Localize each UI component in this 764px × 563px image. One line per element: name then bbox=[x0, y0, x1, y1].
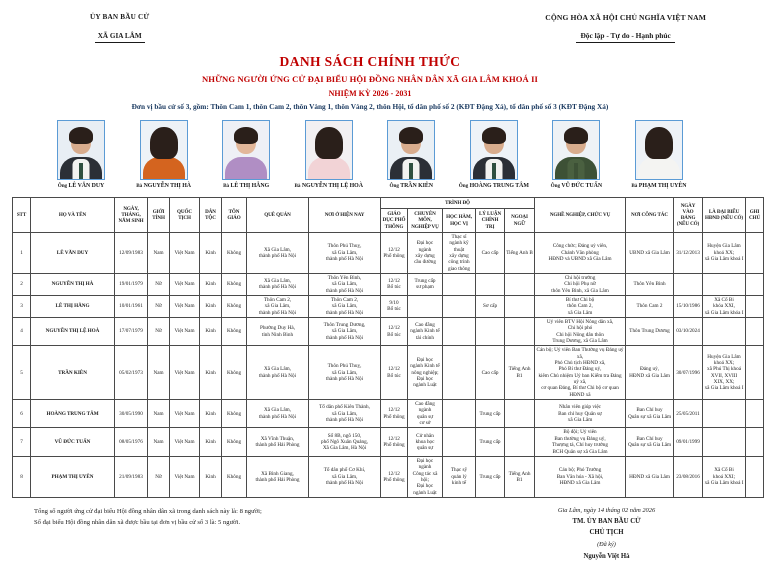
cell-edu-language bbox=[505, 428, 535, 456]
candidate-name-text: LÊ VĂN DUY bbox=[67, 183, 105, 190]
cell-hometown: Xã Vĩnh Thuận, thành phố Hải Phòng bbox=[247, 428, 309, 456]
cell-religion: Không bbox=[222, 428, 247, 456]
candidate-portrait bbox=[635, 120, 683, 180]
cell-sex: Nam bbox=[148, 428, 170, 456]
candidate-photo-cell bbox=[290, 120, 368, 189]
cell-residence: Thôn Phú Thuỵ, xã Gia Lâm, thành phố Hà Nội bbox=[309, 232, 381, 273]
electoral-unit-label: Đơn vị bầu cử số 3, gồm: Thôn Cam 1, thôn Cam 2, thôn Vàng 1, thôn Vàng 2, thôn Hội, tổ dân phố số 2 (KĐT Đặng Xá), tổ dân phố số 3 (KĐT Đặng Xá) bbox=[131, 102, 609, 112]
cell-dob: 21/09/1983 bbox=[115, 456, 148, 497]
page-title: DANH SÁCH CHÍNH THỨC bbox=[279, 53, 461, 69]
cell-religion: Không bbox=[222, 273, 247, 295]
cell-edu-politics: Trung cấp bbox=[476, 456, 505, 497]
candidate-photo-name bbox=[372, 183, 450, 189]
cell-occupation: Cán bộ; Phó Trưởng Ban Văn hóa - Xã hội, HĐND xã Gia Lâm bbox=[535, 456, 626, 497]
cell-ethnicity: Kinh bbox=[200, 273, 222, 295]
candidate-photo-cell bbox=[372, 120, 450, 189]
cell-religion: Không bbox=[222, 400, 247, 428]
cell-edu-prof: Đại học ngành xây dựng cầu đường bbox=[408, 232, 443, 273]
cell-notes bbox=[746, 428, 764, 456]
th-residence: NƠI Ở HIỆN NAY bbox=[309, 198, 381, 233]
cell-edu-politics: Sơ cấp bbox=[476, 295, 505, 317]
cell-is-deputy: Huyện Gia Lâm khoá XX; xã Gia Lâm khoá I bbox=[703, 232, 746, 273]
table-row bbox=[13, 232, 764, 273]
cell-edu-prof: Cử nhân khoa học quân sự bbox=[408, 428, 443, 456]
candidate-name-text: NGUYỄN THỊ HÀ bbox=[142, 183, 191, 190]
candidate-name-text: NGUYỄN THỊ LỆ HOÀ bbox=[300, 183, 363, 190]
cell-edu-politics bbox=[476, 273, 505, 295]
cell-hometown: Thôn Cam 2, xã Gia Lâm, thành phố Hà Nội bbox=[247, 295, 309, 317]
cell-edu-prof: Cao đẳng ngành quân sự cơ sở bbox=[408, 400, 443, 428]
candidate-photo-cell bbox=[537, 120, 615, 189]
cell-is-deputy bbox=[703, 317, 746, 345]
th-dob: NGÀY, THÁNG, NĂM SINH bbox=[115, 198, 148, 233]
th-edu-degree: HỌC HÀM, HỌC VỊ bbox=[443, 209, 476, 233]
cell-edu-general: 9/10 Bổ túc bbox=[381, 295, 408, 317]
cell-edu-politics: Trung cấp bbox=[476, 400, 505, 428]
candidate-photo-cell bbox=[42, 120, 120, 189]
cell-edu-politics bbox=[476, 317, 505, 345]
cell-sex: Nữ bbox=[148, 456, 170, 497]
cell-stt: 6 bbox=[13, 400, 31, 428]
cell-religion: Không bbox=[222, 317, 247, 345]
cell-party-date: 15/10/1986 bbox=[674, 295, 703, 317]
table-row bbox=[13, 428, 764, 456]
th-hometown: QUÊ QUÁN bbox=[247, 198, 309, 233]
cell-edu-degree bbox=[443, 346, 476, 400]
cell-edu-degree bbox=[443, 400, 476, 428]
cell-sex: Nữ bbox=[148, 273, 170, 295]
th-edu-prof: CHUYÊN MÔN, NGHIỆP VỤ bbox=[408, 209, 443, 233]
candidate-title-prefix: Ông bbox=[57, 183, 68, 190]
cell-edu-prof bbox=[408, 295, 443, 317]
candidate-portrait bbox=[387, 120, 435, 180]
cell-name: NGUYỄN THỊ LỆ HOÀ bbox=[31, 317, 115, 345]
place-date: Gia Lâm, ngày 14 tháng 02 năm 2026 bbox=[557, 506, 656, 514]
cell-occupation: Uỷ viên BTV Hội Nông dân xã, Chi hội phó Chi hội Nông dân thôn Trung Dương, xã Gia Lâm bbox=[535, 317, 626, 345]
cell-is-deputy bbox=[703, 400, 746, 428]
cell-party-date: 09/01/1999 bbox=[674, 428, 703, 456]
candidate-table bbox=[12, 197, 764, 498]
cell-name: PHẠM THỊ UYÊN bbox=[31, 456, 115, 497]
cell-dob: 17/07/1979 bbox=[115, 317, 148, 345]
candidate-portrait bbox=[470, 120, 518, 180]
th-level-group: TRÌNH ĐỘ bbox=[381, 198, 535, 209]
cell-dob: 12/09/1983 bbox=[115, 232, 148, 273]
cell-party-date: 31/12/2013 bbox=[674, 232, 703, 273]
cell-workplace: Ban Chỉ huy Quân sự xã Gia Lâm bbox=[626, 428, 674, 456]
cell-residence: Thôn Phú Thuỵ, xã Gia Lâm, thành phố Hà Nội bbox=[309, 346, 381, 400]
cell-religion: Không bbox=[222, 232, 247, 273]
cell-ethnicity: Kinh bbox=[200, 317, 222, 345]
cell-edu-general: 12/12 Phổ thông bbox=[381, 400, 408, 428]
cell-edu-language: Tiếng Anh B1 bbox=[505, 346, 535, 400]
cell-edu-general: 12/12 Bổ túc bbox=[381, 317, 408, 345]
cell-ethnicity: Kinh bbox=[200, 456, 222, 497]
cell-notes bbox=[746, 273, 764, 295]
cell-hometown: Xã Gia Lâm, thành phố Hà Nội bbox=[247, 400, 309, 428]
cell-nationality: Việt Nam bbox=[170, 295, 200, 317]
cell-occupation: Bộ đội; Uỷ viên Ban thường vụ Đảng uỷ, Thượng tá, Chỉ huy trưởng BCH Quân sự xã Gia Lâm bbox=[535, 428, 626, 456]
cell-notes bbox=[746, 456, 764, 497]
summary-block bbox=[34, 506, 262, 529]
th-workplace: NƠI CÔNG TÁC bbox=[626, 198, 674, 233]
cell-workplace: UBND xã Gia Lâm bbox=[626, 232, 674, 273]
cell-name: HOÀNG TRUNG TÂM bbox=[31, 400, 115, 428]
candidate-name-text: HOÀNG TRUNG TÂM bbox=[468, 183, 529, 190]
candidate-title-prefix: Bà bbox=[294, 183, 301, 190]
cell-hometown: Xã Bình Giang, thành phố Hải Phòng bbox=[247, 456, 309, 497]
cell-stt: 1 bbox=[13, 232, 31, 273]
cell-is-deputy: Xã Cổ Bi khoá XXI; xã Gia Lâm khoá I bbox=[703, 456, 746, 497]
th-notes: GHI CHÚ bbox=[746, 198, 764, 233]
cell-edu-language bbox=[505, 317, 535, 345]
table-row bbox=[13, 400, 764, 428]
cell-stt: 8 bbox=[13, 456, 31, 497]
cell-sex: Nữ bbox=[148, 317, 170, 345]
candidate-title-prefix: Bà bbox=[223, 183, 230, 190]
cell-occupation: Chi hội trưởng Chi hội Phụ nữ thôn Yên Bình, xã Gia Lâm bbox=[535, 273, 626, 295]
cell-stt: 5 bbox=[13, 346, 31, 400]
cell-stt: 7 bbox=[13, 428, 31, 456]
cell-occupation: Cán bộ; Uỷ viên Ban Thường vụ Đảng uỷ xã, Phó Chủ tịch HĐND xã, Phó Bí thư Đảng uỷ, kiêm Chủ nhiệm Uỷ ban Kiểm tra Đảng uỷ xã, cơ quan Đảng, Bí thư Chi bộ cơ quan HĐND xã bbox=[536, 347, 624, 398]
candidate-photo-name bbox=[290, 183, 368, 189]
cell-notes bbox=[746, 400, 764, 428]
candidate-title-prefix: Ông bbox=[458, 183, 469, 190]
cell-edu-general: 12/12 Bổ túc bbox=[381, 273, 408, 295]
candidate-title-prefix: Bà bbox=[136, 183, 143, 190]
cell-edu-language bbox=[505, 295, 535, 317]
cell-edu-language bbox=[505, 273, 535, 295]
cell-edu-prof: Đại học ngành Công tác xã hội; Đại học ngành Luật bbox=[408, 456, 443, 497]
document-footer bbox=[34, 506, 714, 563]
cell-workplace: HĐND xã Gia Lâm bbox=[626, 456, 674, 497]
th-religion: TÔN GIÁO bbox=[222, 198, 247, 233]
cell-residence: Thôn Yên Bình, xã Gia Lâm, thành phố Hà Nội bbox=[309, 273, 381, 295]
candidate-name-text: TRẦN KIÊN bbox=[398, 183, 433, 190]
cell-edu-politics: Cao cấp bbox=[476, 232, 505, 273]
cell-edu-language: Tiếng Anh B1 bbox=[505, 456, 535, 497]
cell-is-deputy: Huyện Gia Lâm khoá XX; xã Phú Thị khoá XVII, XVIII XIX, XX; xã Gia Lâm khoá I bbox=[703, 346, 746, 400]
cell-sex: Nam bbox=[148, 400, 170, 428]
cell-residence: Thôn Cam 2, xã Gia Lâm, thành phố Hà Nội bbox=[309, 295, 381, 317]
cell-occupation: Công chức; Đảng uỷ viên, Chánh Văn phòng HĐND và UBND xã Gia Lâm bbox=[535, 232, 626, 273]
cell-dob: 08/05/1976 bbox=[115, 428, 148, 456]
candidate-portrait bbox=[140, 120, 188, 180]
cell-edu-language: Tiếng Anh B bbox=[505, 232, 535, 273]
cell-ethnicity: Kinh bbox=[200, 346, 222, 400]
national-title: CỘNG HÒA XÃ HỘI CHỦ NGHĨA VIỆT NAM bbox=[545, 13, 706, 22]
cell-workplace: Ban Chỉ huy Quân sự xã Gia Lâm bbox=[626, 400, 674, 428]
cell-edu-language bbox=[505, 400, 535, 428]
issuing-authority bbox=[90, 13, 149, 44]
signer-name: Nguyễn Việt Hà bbox=[583, 552, 630, 560]
cell-religion: Không bbox=[222, 295, 247, 317]
cell-ethnicity: Kinh bbox=[200, 295, 222, 317]
candidate-portrait bbox=[305, 120, 353, 180]
cell-ethnicity: Kinh bbox=[200, 400, 222, 428]
candidate-photo-name bbox=[207, 183, 285, 189]
table-body bbox=[13, 232, 764, 497]
table-row bbox=[13, 456, 764, 497]
cell-edu-prof: Cao đẳng ngành Kinh tế tài chính bbox=[408, 317, 443, 345]
table-header-row-1 bbox=[13, 198, 764, 209]
cell-residence: Thôn Trung Dương, xã Gia Lâm, thành phố Hà Nội bbox=[309, 317, 381, 345]
candidate-title-prefix: Bà bbox=[631, 183, 638, 190]
cell-dob: 30/05/1990 bbox=[115, 400, 148, 428]
cell-stt: 4 bbox=[13, 317, 31, 345]
cell-edu-politics: Cao cấp bbox=[476, 346, 505, 400]
cell-workplace: Thôn Trung Dương bbox=[626, 317, 674, 345]
cell-edu-general: 12/12 Phổ thông bbox=[381, 428, 408, 456]
cell-name: LÊ VĂN DUY bbox=[31, 232, 115, 273]
candidate-portrait bbox=[552, 120, 600, 180]
cell-party-date bbox=[674, 273, 703, 295]
candidate-photo-cell bbox=[125, 120, 203, 189]
cell-edu-prof: Đại học ngành Kinh tế nông nghiệp; Đại học ngành Luật bbox=[408, 346, 443, 400]
cell-edu-degree bbox=[443, 317, 476, 345]
cell-notes bbox=[746, 295, 764, 317]
cell-ethnicity: Kinh bbox=[200, 428, 222, 456]
candidate-title-prefix: Ông bbox=[550, 183, 561, 190]
cell-occupation: Bí thư Chi bộ thôn Cam 2, xã Gia Lâm bbox=[535, 295, 626, 317]
cell-nationality: Việt Nam bbox=[170, 232, 200, 273]
cell-hometown: Xã Gia Lâm, thành phố Hà Nội bbox=[247, 346, 309, 400]
th-occupation: NGHỀ NGHIỆP, CHỨC VỤ bbox=[535, 198, 626, 233]
cell-notes bbox=[746, 232, 764, 273]
th-stt: STT bbox=[13, 198, 31, 233]
candidate-photo-cell bbox=[455, 120, 533, 189]
cell-notes bbox=[746, 317, 764, 345]
table-row bbox=[13, 273, 764, 295]
candidate-photo-cell bbox=[207, 120, 285, 189]
signer-role: CHỦ TỊCH bbox=[589, 529, 624, 537]
candidate-photo-row bbox=[42, 120, 698, 189]
cell-is-deputy bbox=[703, 273, 746, 295]
cell-party-date: 23/08/2016 bbox=[674, 456, 703, 497]
authority-line-2: XÃ GIA LÂM bbox=[95, 32, 145, 44]
signature-block bbox=[499, 506, 714, 563]
cell-party-date: 03/10/2024 bbox=[674, 317, 703, 345]
authority-line-1: ỦY BAN BẦU CỬ bbox=[90, 13, 150, 21]
th-sex: GIỚI TÍNH bbox=[148, 198, 170, 233]
cell-edu-degree: Thạc sĩ ngành kỹ thuật xây dựng công trình giao thông bbox=[443, 232, 476, 273]
cell-ethnicity: Kinh bbox=[200, 232, 222, 273]
th-edu-general: GIÁO DỤC PHỔ THÔNG bbox=[381, 209, 408, 233]
th-name: HỌ VÀ TÊN bbox=[31, 198, 115, 233]
th-party-date: NGÀY VÀO ĐẢNG (NẾU CÓ) bbox=[674, 198, 703, 233]
table-row bbox=[13, 346, 764, 400]
cell-is-deputy bbox=[703, 428, 746, 456]
page-subtitle: NHỮNG NGƯỜI ỨNG CỬ ĐẠI BIỂU HỘI ĐỒNG NHÂN DÂN XÃ GIA LÂM KHOÁ II bbox=[202, 74, 538, 85]
cell-nationality: Việt Nam bbox=[170, 400, 200, 428]
cell-name: VŨ ĐỨC TUẤN bbox=[31, 428, 115, 456]
cell-stt: 3 bbox=[13, 295, 31, 317]
term-label: NHIỆM KỲ 2026 - 2031 bbox=[328, 88, 412, 98]
signed-note: (Đã ký) bbox=[597, 540, 616, 548]
cell-sex: Nam bbox=[148, 346, 170, 400]
candidate-photo-name bbox=[125, 183, 203, 189]
document-header bbox=[12, 10, 728, 45]
cell-hometown: Phường Duy Hà, tỉnh Ninh Bình bbox=[247, 317, 309, 345]
candidate-photo-name bbox=[455, 183, 533, 189]
cell-dob: 10/01/1961 bbox=[115, 295, 148, 317]
cell-is-deputy: Xã Cổ Bi khóa XXI, xã Gia Lâm khóa I bbox=[703, 295, 746, 317]
cell-occupation: Nhân viên giúp việc Ban chỉ huy Quân sự xã Gia Lâm bbox=[535, 400, 626, 428]
cell-residence: Số 8B, ngõ 150, phố Ngô Xuân Quảng, Xã Gia Lâm, Hà Nội bbox=[309, 428, 381, 456]
cell-edu-degree bbox=[443, 295, 476, 317]
cell-workplace: Đảng uỷ, HĐND xã Gia Lâm bbox=[626, 346, 674, 400]
cell-edu-prof: Trung cấp sư phạm bbox=[408, 273, 443, 295]
th-nationality: QUỐC TỊCH bbox=[170, 198, 200, 233]
cell-sex: Nam bbox=[148, 232, 170, 273]
cell-edu-degree: Thạc sỹ quản lý kinh tế bbox=[443, 456, 476, 497]
cell-dob: 05/02/1973 bbox=[115, 346, 148, 400]
cell-edu-politics: Trung cấp bbox=[476, 428, 505, 456]
cell-nationality: Việt Nam bbox=[170, 273, 200, 295]
cell-edu-general: 12/12 Bổ túc bbox=[381, 346, 408, 400]
cell-notes bbox=[746, 346, 764, 400]
cell-hometown: Xã Gia Lâm, thành phố Hà Nội bbox=[247, 273, 309, 295]
cell-dob: 19/01/1979 bbox=[115, 273, 148, 295]
cell-name: NGUYỄN THỊ HÀ bbox=[31, 273, 115, 295]
summary-line-2: Số đại biểu Hội đồng nhân dân xã được bầu tại đơn vị bầu cử số 3 là: 5 người. bbox=[34, 519, 241, 527]
th-ethnicity: DÂN TỘC bbox=[200, 198, 222, 233]
cell-nationality: Việt Nam bbox=[170, 456, 200, 497]
cell-party-date: 30/07/1996 bbox=[674, 346, 703, 400]
candidate-portrait bbox=[222, 120, 270, 180]
cell-nationality: Việt Nam bbox=[170, 428, 200, 456]
cell-religion: Không bbox=[222, 346, 247, 400]
candidate-photo-cell bbox=[620, 120, 698, 189]
candidate-photo-name bbox=[42, 183, 120, 189]
document-titles bbox=[12, 52, 728, 113]
cell-nationality: Việt Nam bbox=[170, 346, 200, 400]
cell-religion: Không bbox=[222, 456, 247, 497]
table-row bbox=[13, 295, 764, 317]
national-heading bbox=[545, 13, 706, 45]
table-header bbox=[13, 198, 764, 233]
cell-workplace: Thôn Yên Bình bbox=[626, 273, 674, 295]
cell-nationality: Việt Nam bbox=[170, 317, 200, 345]
cell-residence: Tổ dân phố Kiên Thành, xã Gia Lâm, thành phố Hà Nội bbox=[309, 400, 381, 428]
cell-edu-general: 12/12 Phổ thông bbox=[381, 232, 408, 273]
cell-name: TRẦN KIÊN bbox=[31, 346, 115, 400]
cell-stt: 2 bbox=[13, 273, 31, 295]
national-motto: Độc lập - Tự do - Hạnh phúc bbox=[576, 31, 674, 43]
candidate-title-prefix: Ông bbox=[389, 183, 399, 190]
candidate-name-text: PHẠM THỊ UYÊN bbox=[637, 183, 687, 190]
cell-edu-degree bbox=[443, 428, 476, 456]
cell-party-date: 25/05/2011 bbox=[674, 400, 703, 428]
candidate-name-text: VŨ ĐỨC TUẤN bbox=[560, 183, 603, 190]
cell-hometown: Xã Gia Lâm, thành phố Hà Nội bbox=[247, 232, 309, 273]
cell-sex: Nữ bbox=[148, 295, 170, 317]
cell-workplace: Thôn Cam 2 bbox=[626, 295, 674, 317]
candidate-portrait bbox=[57, 120, 105, 180]
th-edu-language: NGOẠI NGỮ bbox=[505, 209, 535, 233]
th-is-deputy: LÀ ĐẠI BIỂU HĐND (NẾU CÓ) bbox=[703, 198, 746, 233]
cell-edu-degree bbox=[443, 273, 476, 295]
candidate-photo-name bbox=[537, 183, 615, 189]
cell-name: LÊ THỊ HẰNG bbox=[31, 295, 115, 317]
candidate-photo-name bbox=[620, 183, 698, 189]
on-behalf-label: TM. ỦY BAN BẦU CỬ bbox=[572, 518, 641, 526]
table-row bbox=[13, 317, 764, 345]
candidate-name-text: LÊ THỊ HẰNG bbox=[229, 183, 270, 190]
th-edu-politics: LÝ LUẬN CHÍNH TRỊ bbox=[476, 209, 505, 233]
cell-edu-general: 12/12 Phổ thông bbox=[381, 456, 408, 497]
cell-residence: Tổ dân phố Cơ Khí, xã Gia Lâm, thành phố Hà Nội bbox=[309, 456, 381, 497]
summary-line-1: Tổng số người ứng cử đại biểu Hội đồng nhân dân xã trong danh sách này là: 8 người; bbox=[34, 507, 262, 515]
